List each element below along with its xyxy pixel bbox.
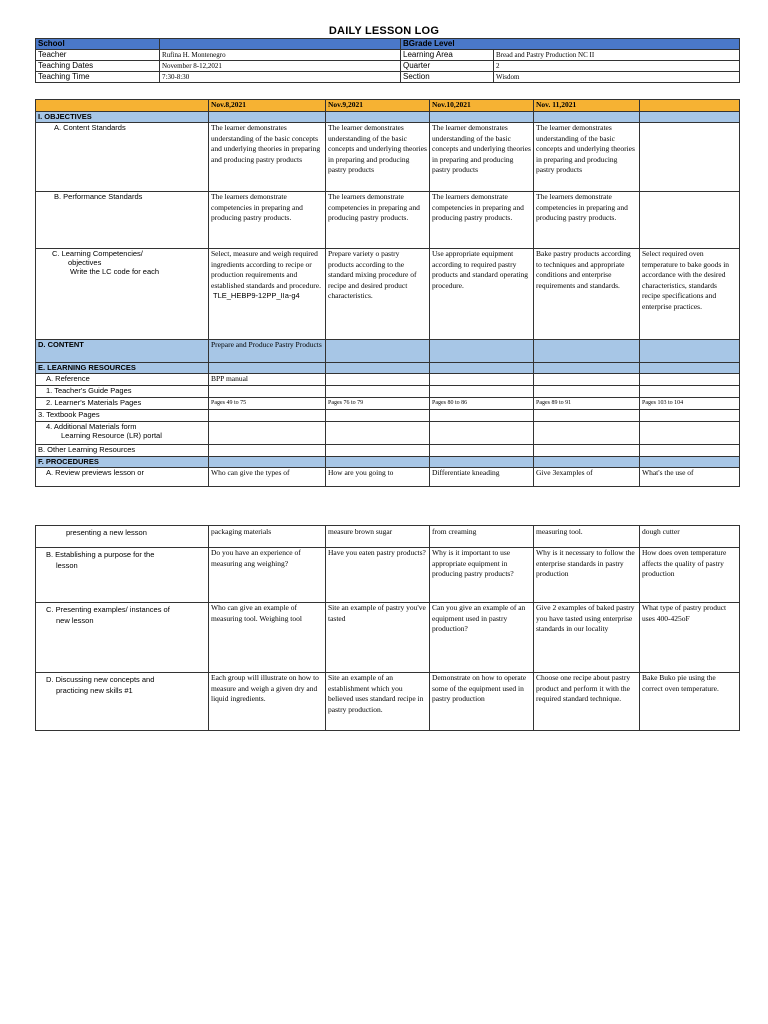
days-header-blank [36, 100, 209, 112]
quarter-value: 2 [494, 61, 740, 72]
competencies-day-3: Use appropriate equipment according to required pastry products and standard operating procedure. [430, 249, 534, 340]
purpose-day-5: How does oven temperature affects the quality of pastry production [640, 548, 740, 603]
competencies-label [36, 249, 209, 340]
review-top-day-4: Give 3examples of [534, 468, 640, 487]
teacher-row [36, 50, 740, 61]
discussing-row [36, 673, 740, 731]
textbook-pages-label: 3. Textbook Pages [36, 410, 209, 422]
day-4-header: Nov. 11,2021 [534, 100, 640, 112]
learning-resources-row [36, 363, 740, 374]
learning-area-value: Bread and Pastry Production NC II [494, 50, 740, 61]
other-resources-label: B. Other Learning Resources [36, 445, 209, 457]
content-standards-day-3: The learner demonstrates understanding of the basic concepts and underlying theories in preparing and producing pastry products [430, 123, 534, 192]
competencies-day-4: Bake pastry products according to techniques and appropriate conditions and enterprise requirements and standards. [534, 249, 640, 340]
lm-pages-day-1: Pages 49 to 75 [209, 398, 326, 410]
purpose-label-line-2: lesson [56, 561, 78, 570]
review-top-day-1: Who can give the types of [209, 468, 326, 487]
content-standards-label: A. Content Standards [36, 123, 209, 192]
teaching-time-label: Teaching Time [36, 72, 160, 83]
discussing-day-4: Choose one recipe about pastry product and perform it with the required standard technique. [534, 673, 640, 731]
examples-label-line-1: C. Presenting examples/ instances of [46, 605, 170, 614]
examples-day-4: Give 2 examples of baked pastry you have tasted using enterprise standards in our locality [534, 603, 640, 673]
other-resources-row [36, 445, 740, 457]
quarter-label: Quarter [401, 61, 494, 72]
examples-label-line-2: new lesson [56, 616, 94, 625]
competencies-label-line-2: objectives [68, 258, 102, 267]
teachers-guide-row [36, 386, 740, 398]
day-2-header: Nov.9,2021 [326, 100, 430, 112]
performance-standards-day-4: The learners demonstrate competencies in preparing and producing pastry products. [534, 192, 640, 249]
section-value: Wisdom [494, 72, 740, 83]
reference-row [36, 374, 740, 386]
review-label-top: A. Review previews lesson or [36, 468, 209, 487]
competencies-day-1 [209, 249, 326, 340]
review-row-top [36, 468, 740, 487]
content-row [36, 340, 740, 363]
lm-pages-day-5: Pages 103 to 104 [640, 398, 740, 410]
competencies-row [36, 249, 740, 340]
performance-standards-day-3: The learners demonstrate competencies in preparing and producing pastry products. [430, 192, 534, 249]
school-label: School [36, 39, 160, 50]
competencies-day-5: Select required oven temperature to bake goods in accordance with the desired characteristics, standards recipe specifications and enterprise practices. [640, 249, 740, 340]
reference-value: BPP manual [209, 374, 326, 386]
content-label: D. CONTENT [36, 340, 209, 363]
examples-day-5: What type of pastry product uses 400-425oF [640, 603, 740, 673]
discussing-label-line-1: D. Discussing new concepts and [46, 675, 155, 684]
purpose-row [36, 548, 740, 603]
document-title: DAILY LESSON LOG [328, 25, 440, 37]
performance-standards-day-5 [640, 192, 740, 249]
competencies-label-line-3: Write the LC code for each [70, 267, 160, 276]
review-top-day-5: What's the use of [640, 468, 740, 487]
review-bottom-day-5: dough cutter [640, 526, 740, 548]
learners-materials-row [36, 398, 740, 410]
objectives-label: I. OBJECTIVES [36, 112, 209, 123]
teacher-label: Teacher [36, 50, 160, 61]
procedures-row [36, 457, 740, 468]
section-label: Section [401, 72, 494, 83]
purpose-day-1: Do you have an experience of measuring ang weighing? [209, 548, 326, 603]
lm-pages-day-2: Pages 76 to 79 [326, 398, 430, 410]
review-bottom-day-3: from creaming [430, 526, 534, 548]
time-row [36, 72, 740, 83]
examples-row [36, 603, 740, 673]
content-standards-row [36, 123, 740, 192]
review-top-day-3: Differentiate kneading [430, 468, 534, 487]
discussing-day-5: Bake Buko pie using the correct oven temperature. [640, 673, 740, 731]
discussing-label-line-2: practicing new skills #1 [56, 686, 133, 695]
review-row-bottom [36, 526, 740, 548]
additional-materials-line-1: 4. Additional Materials form [46, 422, 137, 431]
learners-materials-label: 2. Learner's Materials Pages [36, 398, 209, 410]
additional-materials-row [36, 422, 740, 445]
competency-text-day-1: Select, measure and weigh required ingredients according to recipe or production requirements and established standards and procedure. [211, 249, 321, 290]
lc-code: TLE_HEBP9-12PP_IIa-g4 [213, 291, 300, 300]
day-1-header: Nov.8,2021 [209, 100, 326, 112]
grade-level-label: BGrade Level [401, 39, 740, 50]
lm-pages-day-3: Pages 80 to 86 [430, 398, 534, 410]
discussing-label [36, 673, 209, 731]
lesson-log-table-page-1 [35, 99, 740, 487]
textbook-pages-row [36, 410, 740, 422]
review-bottom-day-2: measure brown sugar [326, 526, 430, 548]
teaching-dates-label: Teaching Dates [36, 61, 160, 72]
procedures-label: F. PROCEDURES [36, 457, 209, 468]
days-header-row [36, 100, 740, 112]
lesson-log-table-page-2 [35, 525, 740, 731]
examples-day-2: Site an example of pastry you've tasted [326, 603, 430, 673]
content-standards-day-4: The learner demonstrates understanding of the basic concepts and underlying theories in preparing and producing pastry products [534, 123, 640, 192]
purpose-label [36, 548, 209, 603]
content-standards-day-5 [640, 123, 740, 192]
examples-day-1: Who can give an example of measuring tool. Weighing tool [209, 603, 326, 673]
reference-label: A. Reference [36, 374, 209, 386]
review-bottom-day-4: measuring tool. [534, 526, 640, 548]
review-bottom-day-1: packaging materials [209, 526, 326, 548]
day-3-header: Nov.10,2021 [430, 100, 534, 112]
examples-label [36, 603, 209, 673]
review-top-day-2: How are you going to [326, 468, 430, 487]
school-row [36, 39, 740, 50]
lm-pages-day-4: Pages 89 to 91 [534, 398, 640, 410]
performance-standards-label: B. Performance Standards [36, 192, 209, 249]
objectives-row [36, 112, 740, 123]
teaching-time-value: 7:30-8:30 [160, 72, 401, 83]
learning-area-label: Learning Area [401, 50, 494, 61]
purpose-day-4: Why is it necessary to follow the enterprise standards in pastry production [534, 548, 640, 603]
competencies-label-line-1: C. Learning Competencies/ [52, 249, 143, 258]
learning-resources-label: E. LEARNING RESOURCES [36, 363, 209, 374]
dates-row [36, 61, 740, 72]
content-value: Prepare and Produce Pastry Products [209, 340, 326, 363]
performance-standards-day-1: The learners demonstrate competencies in preparing and producing pastry products. [209, 192, 326, 249]
content-standards-day-2: The learner demonstrates understanding of the basic concepts and underlying theories in preparing and producing pastry products [326, 123, 430, 192]
discussing-day-1: Each group will illustrate on how to measure and weigh a given dry and liquid ingredients. [209, 673, 326, 731]
performance-standards-day-2: The learners demonstrate competencies in preparing and producing pastry products. [326, 192, 430, 249]
additional-materials-line-2: Learning Resource (LR) portal [61, 431, 162, 440]
examples-day-3: Can you give an example of an equipment used in pastry production? [430, 603, 534, 673]
day-5-header [640, 100, 740, 112]
discussing-day-2: Site an example of an establishment which you believed uses standard recipe in pastry production. [326, 673, 430, 731]
purpose-day-2: Have you eaten pastry products? [326, 548, 430, 603]
purpose-label-line-1: B. Establishing a purpose for the [46, 550, 155, 559]
additional-materials-label [36, 422, 209, 445]
performance-standards-row [36, 192, 740, 249]
discussing-day-3: Demonstrate on how to operate some of the equipment used in pastry production [430, 673, 534, 731]
header-info-table [35, 38, 740, 83]
teaching-dates-value: November 8-12,2021 [160, 61, 401, 72]
content-standards-day-1: The learner demonstrates understanding of the basic concepts and underlying theories in preparing and producing pastry products [209, 123, 326, 192]
competencies-day-2: Prepare variety o pastry products according to the standard mixing procedure of recipe and desired product characteristics. [326, 249, 430, 340]
teachers-guide-label: 1. Teacher's Guide Pages [36, 386, 209, 398]
school-value [160, 39, 401, 50]
review-label-bottom: presenting a new lesson [36, 526, 209, 548]
teacher-value: Rufina H. Montenegro [160, 50, 401, 61]
purpose-day-3: Why is it important to use appropriate equipment in producing pastry products? [430, 548, 534, 603]
